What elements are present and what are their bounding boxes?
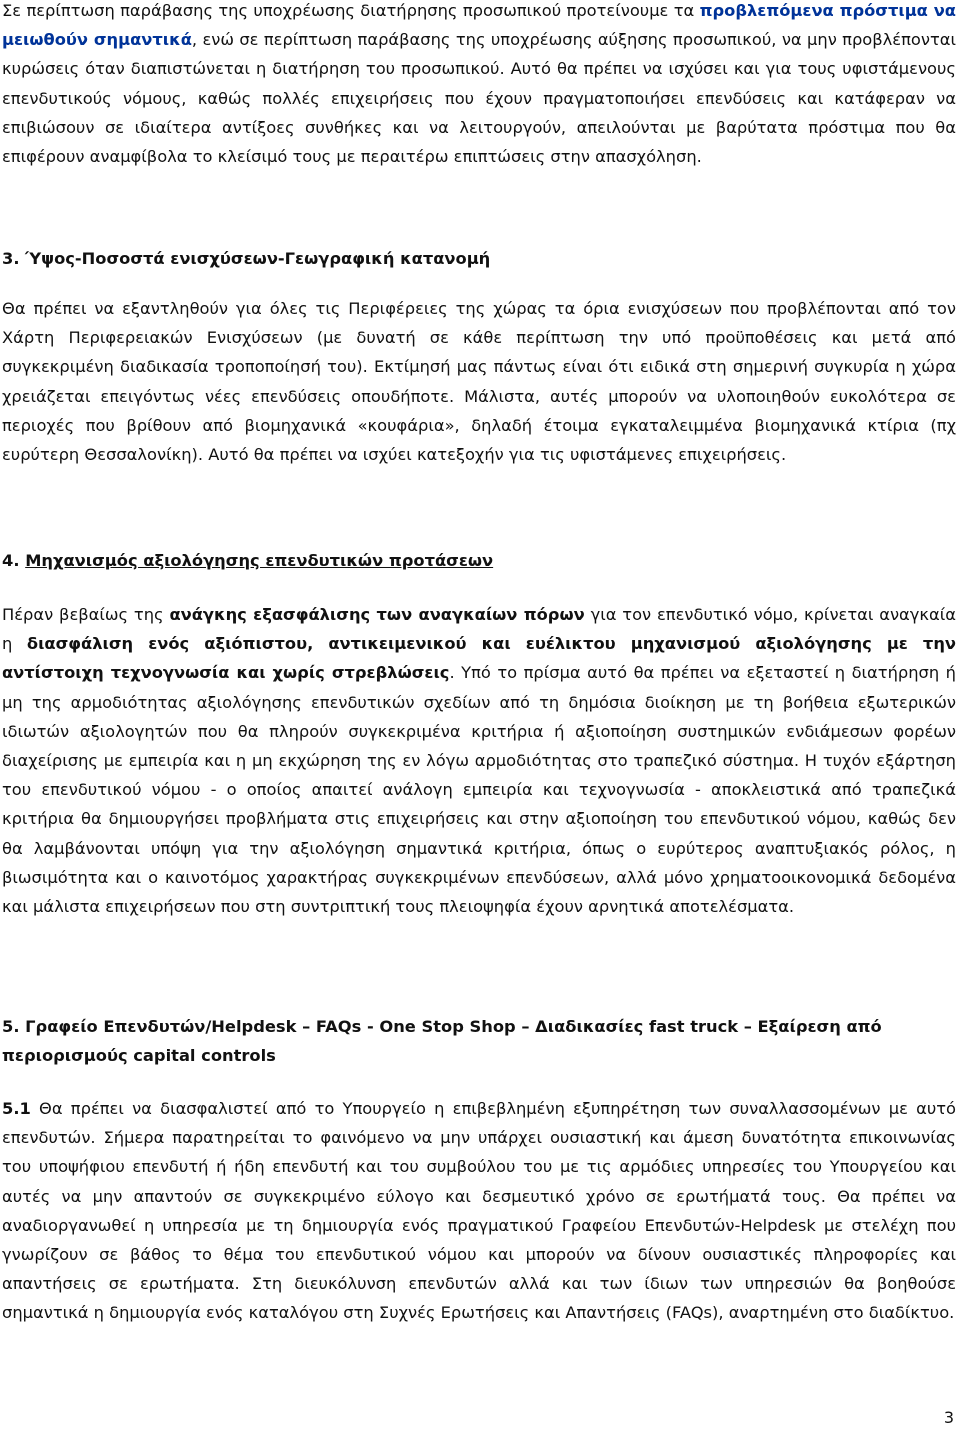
paragraph-text: για τον επενδυτικό νόμο, κρίνεται αναγκαία η (2, 605, 956, 654)
paragraph-regional-aid: Θα πρέπει να εξαντληθούν για όλες τις Περιφέρειες της χώρας τα όρια ενισχύσεων που προβλέπονται από τον Χάρτη Περιφερειακών Ενισχύσεων (με δυνατή σε κάθε περίπτωση την υπό προϋποθέσεις και μετά από συγκεκριμένη διαδικασία τροποποίησή του). Εκτίμησή μας πάντως είναι ότι ειδικά στη σημερινή συγκυρία η χώρα χρειάζεται επειγόντως νέες επενδύσεις οπουδήποτε. Μάλιστα, αυτές μπορούν να υλοποιηθούν ευκολότερα σε περιοχές που βρίθουν από βιομηχανικά «κουφάρια», δηλαδή έτοιμα εγκαταλειμμένα βιομηχανικά κτίρια (πχ ευρύτερη Θεσσαλονίκη). Αυτό θα πρέπει να ισχύει κατεξοχήν για τις υφιστάμενες επιχειρήσεις. (2, 299, 956, 465)
heading-number: 4. (2, 551, 20, 570)
bold-emphasis: διασφάλιση ενός αξιόπιστου, αντικειμενικού και ευέλικτου μηχανισμού αξιολόγησης με την αντίστοιχη τεχνογνωσία και χωρίς στρεβλώσεις (2, 634, 957, 683)
page-number: 3 (943, 1408, 954, 1427)
paragraph-text: Σε περίπτωση παράβασης της υποχρέωσης διατήρησης προσωπικού προτείνουμε τα (2, 1, 700, 20)
bold-emphasis: προβλεπόμενα πρόστιμα να μειωθούν σημαντικά (2, 1, 956, 50)
section-heading-5: 5. Γραφείο Επενδυτών/Helpdesk – FAQs - One Stop Shop – Διαδικασίες fast truck – Εξαίρεση από περιορισμούς capital controls (2, 1017, 882, 1066)
bold-emphasis: ανάγκης εξασφάλισης των αναγκαίων πόρων (169, 605, 585, 624)
paragraph-text: , ενώ σε περίπτωση παράβασης της υποχρέωσης αύξησης προσωπικού, να μην προβλέπονται κυρώσεις όταν διαπιστώνεται η διατήρηση του προσωπικού. Αυτό θα πρέπει να ισχύσει και για τους υφιστάμενους επενδυτικούς νόμους, καθώς πολλές επιχειρήσεις που έχουν πραγματοποιήσει επενδύσεις και κατάφεραν να επιβιώσουν σε ιδιαίτερα αντίξοες συνθήκες και να λειτουργούν, απειλούνται με βαρύτατα πρόστιμα που θα επιφέρουν αναμφίβολα το κλείσιμό τους με περαιτέρω επιπτώσεις στην απασχόληση. (2, 30, 956, 167)
heading-title: Μηχανισμός αξιολόγησης επενδυτικών προτάσεων (25, 551, 494, 570)
subsection-number: 5.1 (2, 1099, 31, 1118)
section-heading-4 (2, 546, 956, 575)
paragraph-investor-office (2, 1094, 956, 1328)
paragraph-penalties (2, 0, 956, 171)
section-heading-3: 3. Ύψος-Ποσοστά ενισχύσεων-Γεωγραφική κατανομή (2, 249, 491, 268)
paragraph-text: . Υπό το πρίσμα αυτό θα πρέπει να εξεταστεί η διατήρηση ή μη της αρμοδιότητας αξιολόγησης επενδυτικών σχεδίων από τη δημόσια διοίκηση με τη βοήθεια εξωτερικών ιδιωτών αξιολογητών που θα πληρούν συγκεκριμένα κριτήρια ή αξιοποίηση συστημικών ενδιάμεσων φορέων διαχείρισης με εμπειρία και η μη εκχώρηση της εν λόγω αρμοδιότητας στο τραπεζικό σύστημα. Η τυχόν εξάρτηση του επενδυτικού νόμου - ο οποίος απαιτεί ανάλογη εμπειρία και τεχνογνωσία - αποκλειστικά από τραπεζικά κριτήρια θα δημιουργήσει προβλήματα στις επιχειρήσεις και στην αξιοποίηση του επενδυτικού νόμου, καθώς δεν θα λαμβάνονται υπόψη για την αξιολόγηση σημαντικά κριτήρια, όπως ο ευρύτερος αναπτυξιακός ρόλος, η βιωσιμότητα και ο καινοτόμος χαρακτήρας συγκεκριμένων επενδύσεων, αλλά μόνο χρηματοοικονομικά δεδομένα και μάλιστα επιχειρήσεων που στη συντριπτική τους πλειοψηφία έχουν αρνητικά αποτελέσματα. (2, 663, 957, 917)
paragraph-text: Πέραν βεβαίως της (2, 605, 170, 624)
paragraph-text: Θα πρέπει να διασφαλιστεί από το Υπουργείο η επιβεβλημένη εξυπηρέτηση των συναλλασσομένων με αυτό επενδυτών. Σήμερα παρατηρείται το φαινόμενο να μην υπάρχει ουσιαστική και άμεση δυνατότητα επικοινωνίας του υποψήφιου επενδυτή ή ήδη επενδυτή και του συμβούλου του με τις αρμόδιες υπηρεσίες του Υπουργείου και αυτές να μην απαντούν σε συγκεκριμένο εύλογο και δεσμευτικό χρόνο σε ερωτήματά τους. Θα πρέπει να αναδιοργανωθεί η υπηρεσία με τη δημιουργία ενός πραγματικού Γραφείου Επενδυτών-Helpdesk με στελέχη που γνωρίζουν σε βάθος το θέμα του επενδυτικού νόμου και μπορούν να δίνουν ουσιαστικές πληροφορίες και απαντήσεις σε ερωτήματα. Στη διευκόλυνση επενδυτών αλλά και των ίδιων των υπηρεσιών θα βοηθούσε σημαντικά η δημιουργία ενός καταλόγου στη Συχνές Ερωτήσεις και Απαντήσεις (FAQs), αναρτημένη στο διαδίκτυο. (2, 1099, 956, 1323)
paragraph-evaluation-mechanism (2, 600, 956, 921)
